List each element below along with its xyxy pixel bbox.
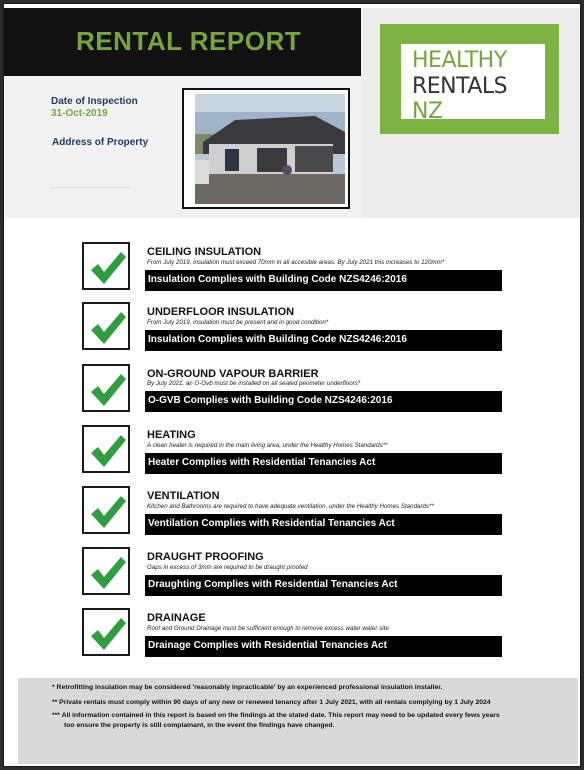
checkmark-icon xyxy=(82,547,130,595)
section-note: Roof and Ground Drainage must be sufficient enough to remove excess water water site xyxy=(147,625,389,632)
section-underfloor-insulation xyxy=(4,302,581,358)
section-heating xyxy=(4,425,581,481)
section-vapour-barrier xyxy=(4,364,581,420)
logo-panel xyxy=(361,8,581,218)
section-note: From July 2019, insulation must exceed 70mm in all accesible areas. By July 2021 this increases to 120mm* xyxy=(147,259,445,266)
section-title: CEILING INSULATION xyxy=(147,246,262,258)
status-bar: Heater Complies with Residential Tenancies Act xyxy=(145,453,502,474)
address-divider xyxy=(50,187,130,188)
title-bar xyxy=(4,8,361,76)
section-note: From July 2019, insulation must be present and in good condition* xyxy=(147,319,329,326)
property-photo xyxy=(195,94,345,204)
section-note: By July 2021, an O-Gvb must be installed on all sealed perimeter underfloors* xyxy=(147,380,361,387)
section-ventilation xyxy=(4,486,581,542)
date-of-inspection-label: Date of Inspection xyxy=(51,96,138,107)
checkmark-icon xyxy=(82,242,130,290)
logo-text-line2: RENTALS xyxy=(412,74,508,99)
footnote-3-continued: too ensure the property is still complainant, in the event the findings have changed. xyxy=(64,722,335,729)
property-photo-frame xyxy=(182,88,350,209)
section-title: HEATING xyxy=(147,429,196,441)
section-title: UNDERFLOOR INSULATION xyxy=(147,306,295,318)
rental-report-page xyxy=(3,3,581,767)
section-note: A clean heater is required in the main living area, under the Healthy Homes Standards** xyxy=(147,442,388,449)
status-bar: Insulation Complies with Building Code NZS4246:2016 xyxy=(145,330,502,351)
status-bar: Ventilation Complies with Residential Tenancies Act xyxy=(145,514,502,535)
logo-text-line3: NZ xyxy=(412,99,443,124)
section-drainage xyxy=(4,608,581,664)
footnote-1: * Retrofitting insulation may be considered 'reasonably inpracticable' by an experienced professional insulation installer. xyxy=(52,684,443,691)
logo-text-line1: HEALTHY xyxy=(412,48,507,73)
checkmark-icon xyxy=(82,608,130,656)
footnotes-panel xyxy=(18,678,578,764)
checkmark-icon xyxy=(82,364,130,412)
status-bar: Drainage Complies with Residential Tenancies Act xyxy=(145,636,502,657)
page-title: RENTAL REPORT xyxy=(76,26,302,56)
checkmark-icon xyxy=(82,486,130,534)
section-title: VENTILATION xyxy=(147,490,220,502)
date-of-inspection-value: 31-Oct-2019 xyxy=(51,108,108,119)
address-of-property-label: Address of Property xyxy=(52,137,149,148)
section-note: Gaps in excess of 3mm are required to be draught proofed xyxy=(147,564,308,571)
section-draught-proofing xyxy=(4,547,581,603)
section-ceiling-insulation xyxy=(4,242,581,298)
status-bar: O-GVB Complies with Building Code NZS4246:2016 xyxy=(145,391,502,412)
section-note: Kitchen and Bathrooms are required to have adequate ventilation, under the Healthy Homes Standards** xyxy=(147,503,434,510)
footnote-2: ** Private rentals must comply within 90 days of any new or renewed tenancy after 1 July 2021, with all rentals complying by 1 July 2024 xyxy=(52,699,491,706)
section-title: DRAUGHT PROOFING xyxy=(147,551,264,563)
footnote-3: *** All information contained in this report is based on the findings at the stated date. This report may need to be updated every fews years xyxy=(52,712,500,719)
status-bar: Insulation Complies with Building Code NZS4246:2016 xyxy=(145,270,502,291)
section-title: ON-GROUND VAPOUR BARRIER xyxy=(147,368,319,380)
section-title: DRAINAGE xyxy=(147,612,206,624)
checkmark-icon xyxy=(82,425,130,473)
checkmark-icon xyxy=(82,302,130,350)
status-bar: Draughting Complies with Residential Tenancies Act xyxy=(145,575,502,596)
